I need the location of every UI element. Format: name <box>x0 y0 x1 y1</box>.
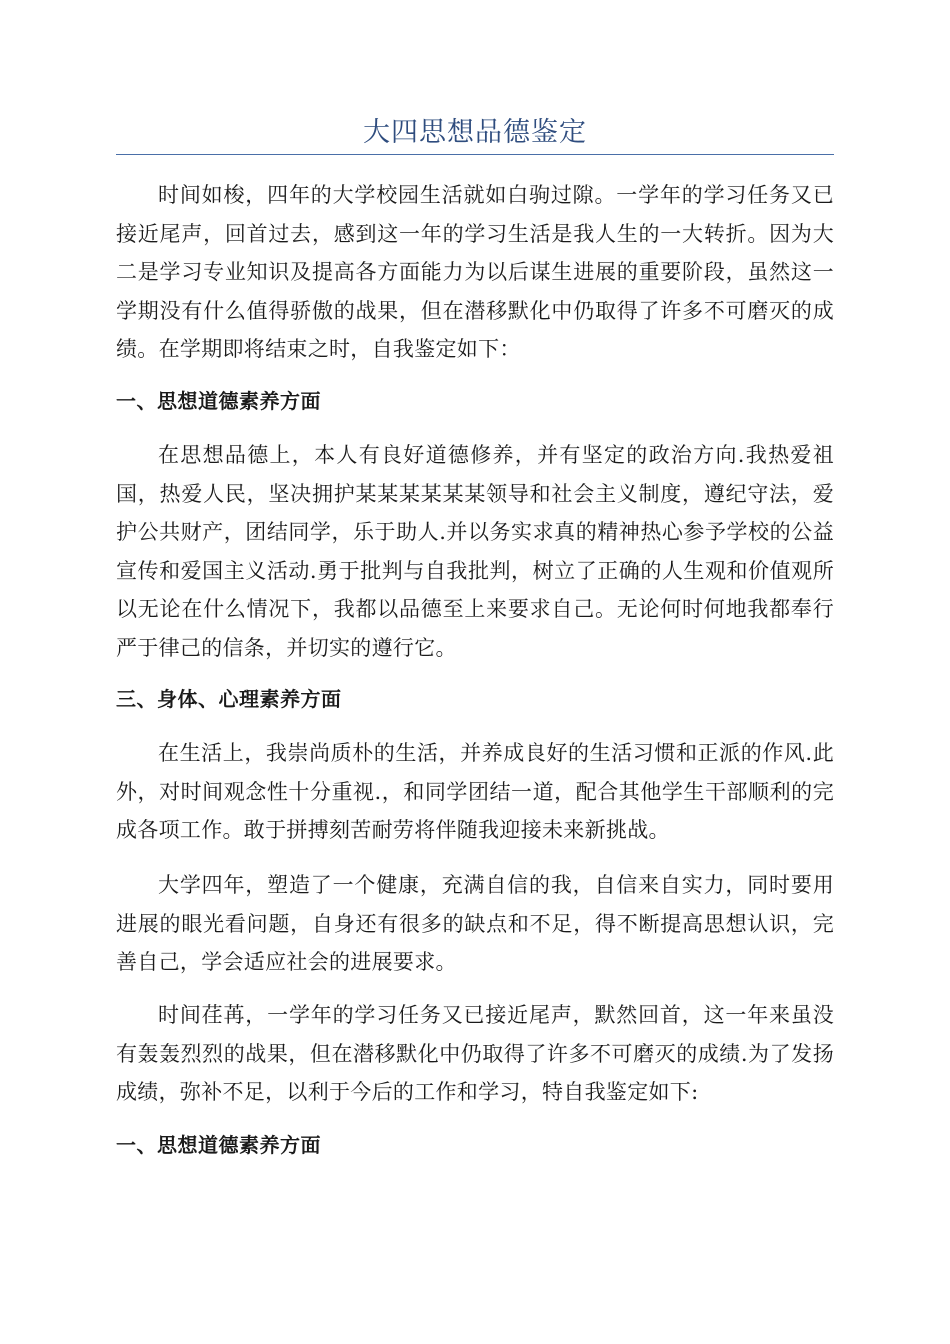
document-title: 大四思想品德鉴定 <box>363 117 587 148</box>
section-heading-moral: 一、思想道德素养方面 <box>116 389 321 413</box>
paragraph-four-years: 大学四年，塑造了一个健康，充满自信的我，自信来自实力，同时要用进展的眼光看问题，自身还有很多的缺点和不足，得不断提高思想认识，完善自己，学会适应社会的进展要求。 <box>116 873 834 975</box>
section-heading-moral-2: 一、思想道德素养方面 <box>116 1133 321 1157</box>
paragraph-moral: 在思想品德上，本人有良好道德修养，并有坚定的政治方向.我热爱祖国，热爱人民，坚决拥护某某某某某某领导和社会主义制度，遵纪守法，爱护公共财产，团结同学，乐于助人.并以务实求真的精神热心参予学校的公益宣传和爱国主义活动.勇于批判与自我批判，树立了正确的人生观和价值观所以无论在什么情况下，我都以品德至上来要求自己。无论何时何地我都奉行严于律己的信条，并切实的遵行它。 <box>116 443 834 660</box>
paragraph-semester: 时间荏苒，一学年的学习任务又已接近尾声，默然回首，这一年来虽没有轰轰烈烈的战果，但在潜移默化中仍取得了许多不可磨灭的成绩.为了发扬成绩，弥补不足，以利于今后的工作和学习，特自我鉴定如下: <box>116 1003 834 1105</box>
section-heading-physical: 三、身体、心理素养方面 <box>116 687 342 711</box>
paragraph-intro: 时间如梭，四年的大学校园生活就如白驹过隙。一学年的学习任务又已接近尾声，回首过去，感到这一年的学习生活是我人生的一大转折。因为大二是学习专业知识及提高各方面能力为以后谋生进展的重要阶段，虽然这一学期没有什么值得骄傲的战果，但在潜移默化中仍取得了许多不可磨灭的成绩。在学期即将结束之时，自我鉴定如下： <box>116 183 834 362</box>
paragraph-life: 在生活上，我崇尚质朴的生活，并养成良好的生活习惯和正派的作风.此外，对时间观念性十分重视.，和同学团结一道，配合其他学生干部顺利的完成各项工作。敢于拼搏刻苦耐劳将伴随我迎接未来新挑战。 <box>116 741 834 843</box>
title-underline <box>116 154 834 155</box>
